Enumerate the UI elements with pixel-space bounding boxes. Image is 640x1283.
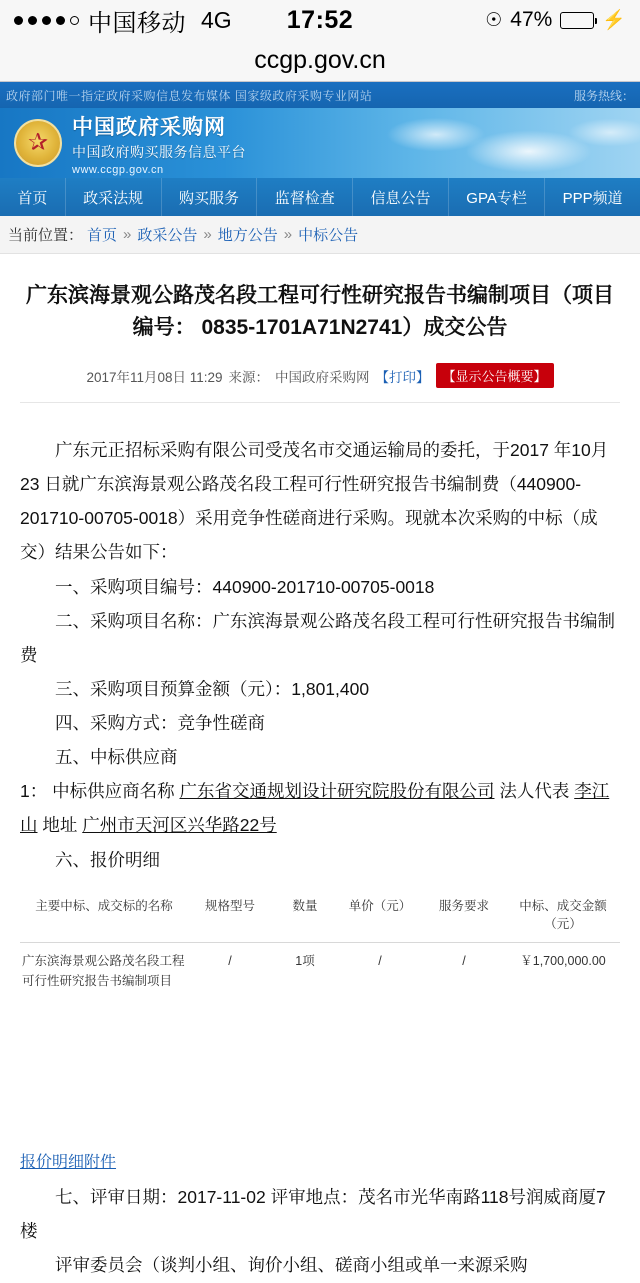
table-row bbox=[20, 943, 620, 1000]
breadcrumb-item-local[interactable]: 地方公告 bbox=[217, 227, 278, 244]
quote-detail-attachment-link[interactable]: 报价明细附件 bbox=[20, 1154, 117, 1172]
th-quantity: 数量 bbox=[272, 893, 338, 943]
paragraph-review-date: 七、评审日期：2017-11-02 评审地点：茂名市光华南路118号润威商厦7楼 bbox=[20, 1187, 606, 1242]
show-summary-button[interactable]: 【显示公告概要】 bbox=[436, 363, 554, 388]
attachment-block bbox=[20, 1149, 620, 1172]
breadcrumb-item-procurement[interactable]: 政采公告 bbox=[137, 227, 198, 244]
paragraph-project-name: 二、采购项目名称：广东滨海景观公路茂名段工程可行性研究报告书编制费 bbox=[20, 610, 615, 665]
paragraph-intro: 广东元正招标采购有限公司受茂名市交通运输局的委托，于2017 年10月23 日就广东滨海景观公路茂名段工程可行性研究报告书编制费（440900-201710-00705-0018）采用竞争性磋商进行采购。现就本次采购的中标（成交）结果公告如下： bbox=[20, 440, 609, 563]
battery-percent-label: 47% bbox=[510, 8, 553, 31]
breadcrumb-item-award[interactable]: 中标公告 bbox=[298, 227, 359, 244]
address-value: 广州市天河区兴华路22号 bbox=[82, 815, 277, 836]
nav-item-home[interactable]: 首页 bbox=[0, 178, 66, 216]
legal-rep-label: 法人代表 bbox=[499, 781, 570, 802]
paragraph-quote-heading: 六、报价明细 bbox=[55, 849, 160, 870]
source-value: 中国政府采购网 bbox=[275, 369, 370, 385]
supplier-index: 1： bbox=[20, 781, 48, 802]
breadcrumb-prefix: 当前位置： bbox=[8, 227, 84, 244]
th-unit-price: 单价（元） bbox=[338, 893, 422, 943]
th-service-req: 服务要求 bbox=[422, 893, 506, 943]
nav-item-ppp[interactable]: PPP频道 bbox=[562, 189, 623, 207]
url-text[interactable]: ccgp.gov.cn bbox=[254, 46, 386, 74]
rotation-lock-icon: ☉ bbox=[485, 9, 503, 31]
article-container bbox=[0, 254, 640, 1283]
paragraph-method: 四、采购方式：竞争性磋商 bbox=[55, 713, 265, 733]
paragraph-project-number: 一、采购项目编号：440900-201710-00705-0018 bbox=[55, 576, 435, 597]
cell-item-name: 广东滨海景观公路茂名段工程可行性研究报告书编制项目 bbox=[22, 954, 185, 989]
banner-text-block bbox=[72, 111, 246, 176]
browser-url-bar[interactable] bbox=[0, 40, 640, 82]
ios-status-bar bbox=[0, 0, 640, 40]
paragraph-budget: 三、采购项目预算金额（元）：1,801,400 bbox=[55, 678, 370, 699]
cell-spec: / bbox=[228, 954, 232, 969]
article-meta bbox=[20, 343, 620, 403]
nav-item-gpa[interactable]: GPA专栏 bbox=[449, 178, 545, 216]
battery-icon bbox=[560, 12, 594, 29]
national-emblem-icon: ✰ bbox=[14, 119, 62, 167]
site-url-label: www.ccgp.gov.cn bbox=[72, 163, 164, 176]
breadcrumb-item-home[interactable]: 首页 bbox=[87, 227, 118, 244]
cell-unit-price: / bbox=[378, 954, 382, 969]
charging-bolt-icon: ⚡ bbox=[602, 10, 626, 31]
table-header-row bbox=[20, 893, 620, 943]
breadcrumb-separator: » bbox=[123, 226, 132, 243]
cell-service-req: / bbox=[462, 954, 466, 969]
site-title: 中国政府采购网 bbox=[72, 115, 226, 139]
paragraph-supplier-heading: 五、中标供应商 bbox=[55, 747, 178, 768]
site-top-strip bbox=[0, 82, 640, 108]
supplier-details bbox=[20, 774, 620, 842]
cell-award-amount: ￥1,700,000.00 bbox=[520, 954, 606, 969]
address-label: 地址 bbox=[42, 815, 78, 836]
print-button[interactable]: 【打印】 bbox=[375, 369, 430, 385]
supplier-name-value: 广东省交通规划设计研究院股份有限公司 bbox=[179, 781, 495, 802]
network-type-label: 4G bbox=[201, 6, 232, 33]
nav-item-announcements[interactable]: 信息公告 bbox=[353, 178, 449, 216]
service-hotline-label: 服务热线： bbox=[573, 88, 634, 103]
th-item-name: 主要中标、成交标的名称 bbox=[20, 893, 188, 943]
publish-date: 2017年11月08日 11:29 bbox=[86, 369, 223, 385]
site-banner bbox=[0, 108, 640, 178]
site-subtitle: 中国政府购买服务信息平台 bbox=[72, 143, 246, 160]
carrier-label: 中国移动 bbox=[88, 9, 186, 37]
supplier-name-label: 中标供应商名称 bbox=[52, 781, 175, 802]
nav-item-supervision[interactable]: 监督检查 bbox=[257, 178, 353, 216]
site-tagline: 政府部门唯一指定政府采购信息发布媒体 国家级政府采购专业网站 bbox=[6, 88, 373, 103]
nav-item-regulations[interactable]: 政采法规 bbox=[66, 178, 162, 216]
th-award-amount: 中标、成交金额（元） bbox=[506, 893, 620, 943]
nav-item-purchase-service[interactable]: 购买服务 bbox=[162, 178, 258, 216]
legal-rep-value: 李江山 bbox=[20, 781, 610, 836]
page-title: 广东滨海景观公路茂名段工程可行性研究报告书编制项目（项目编号： 0835-1701A71N2741）成交公告 bbox=[26, 284, 614, 339]
breadcrumb-separator: » bbox=[203, 226, 212, 243]
clock-label: 17:52 bbox=[286, 5, 354, 34]
cell-quantity: 1项 bbox=[295, 954, 315, 969]
paragraph-review-committee: 评审委员会（谈判小组、询价小组、磋商小组或单一来源采购 bbox=[55, 1255, 528, 1276]
source-label: 来源： bbox=[228, 369, 270, 385]
breadcrumb-separator: » bbox=[283, 226, 293, 243]
article-tail bbox=[20, 1172, 620, 1282]
main-navigation[interactable] bbox=[0, 178, 640, 216]
th-spec: 规格型号 bbox=[188, 893, 272, 943]
breadcrumb bbox=[0, 216, 640, 254]
quote-detail-table bbox=[20, 893, 620, 1000]
article-body bbox=[20, 403, 620, 877]
